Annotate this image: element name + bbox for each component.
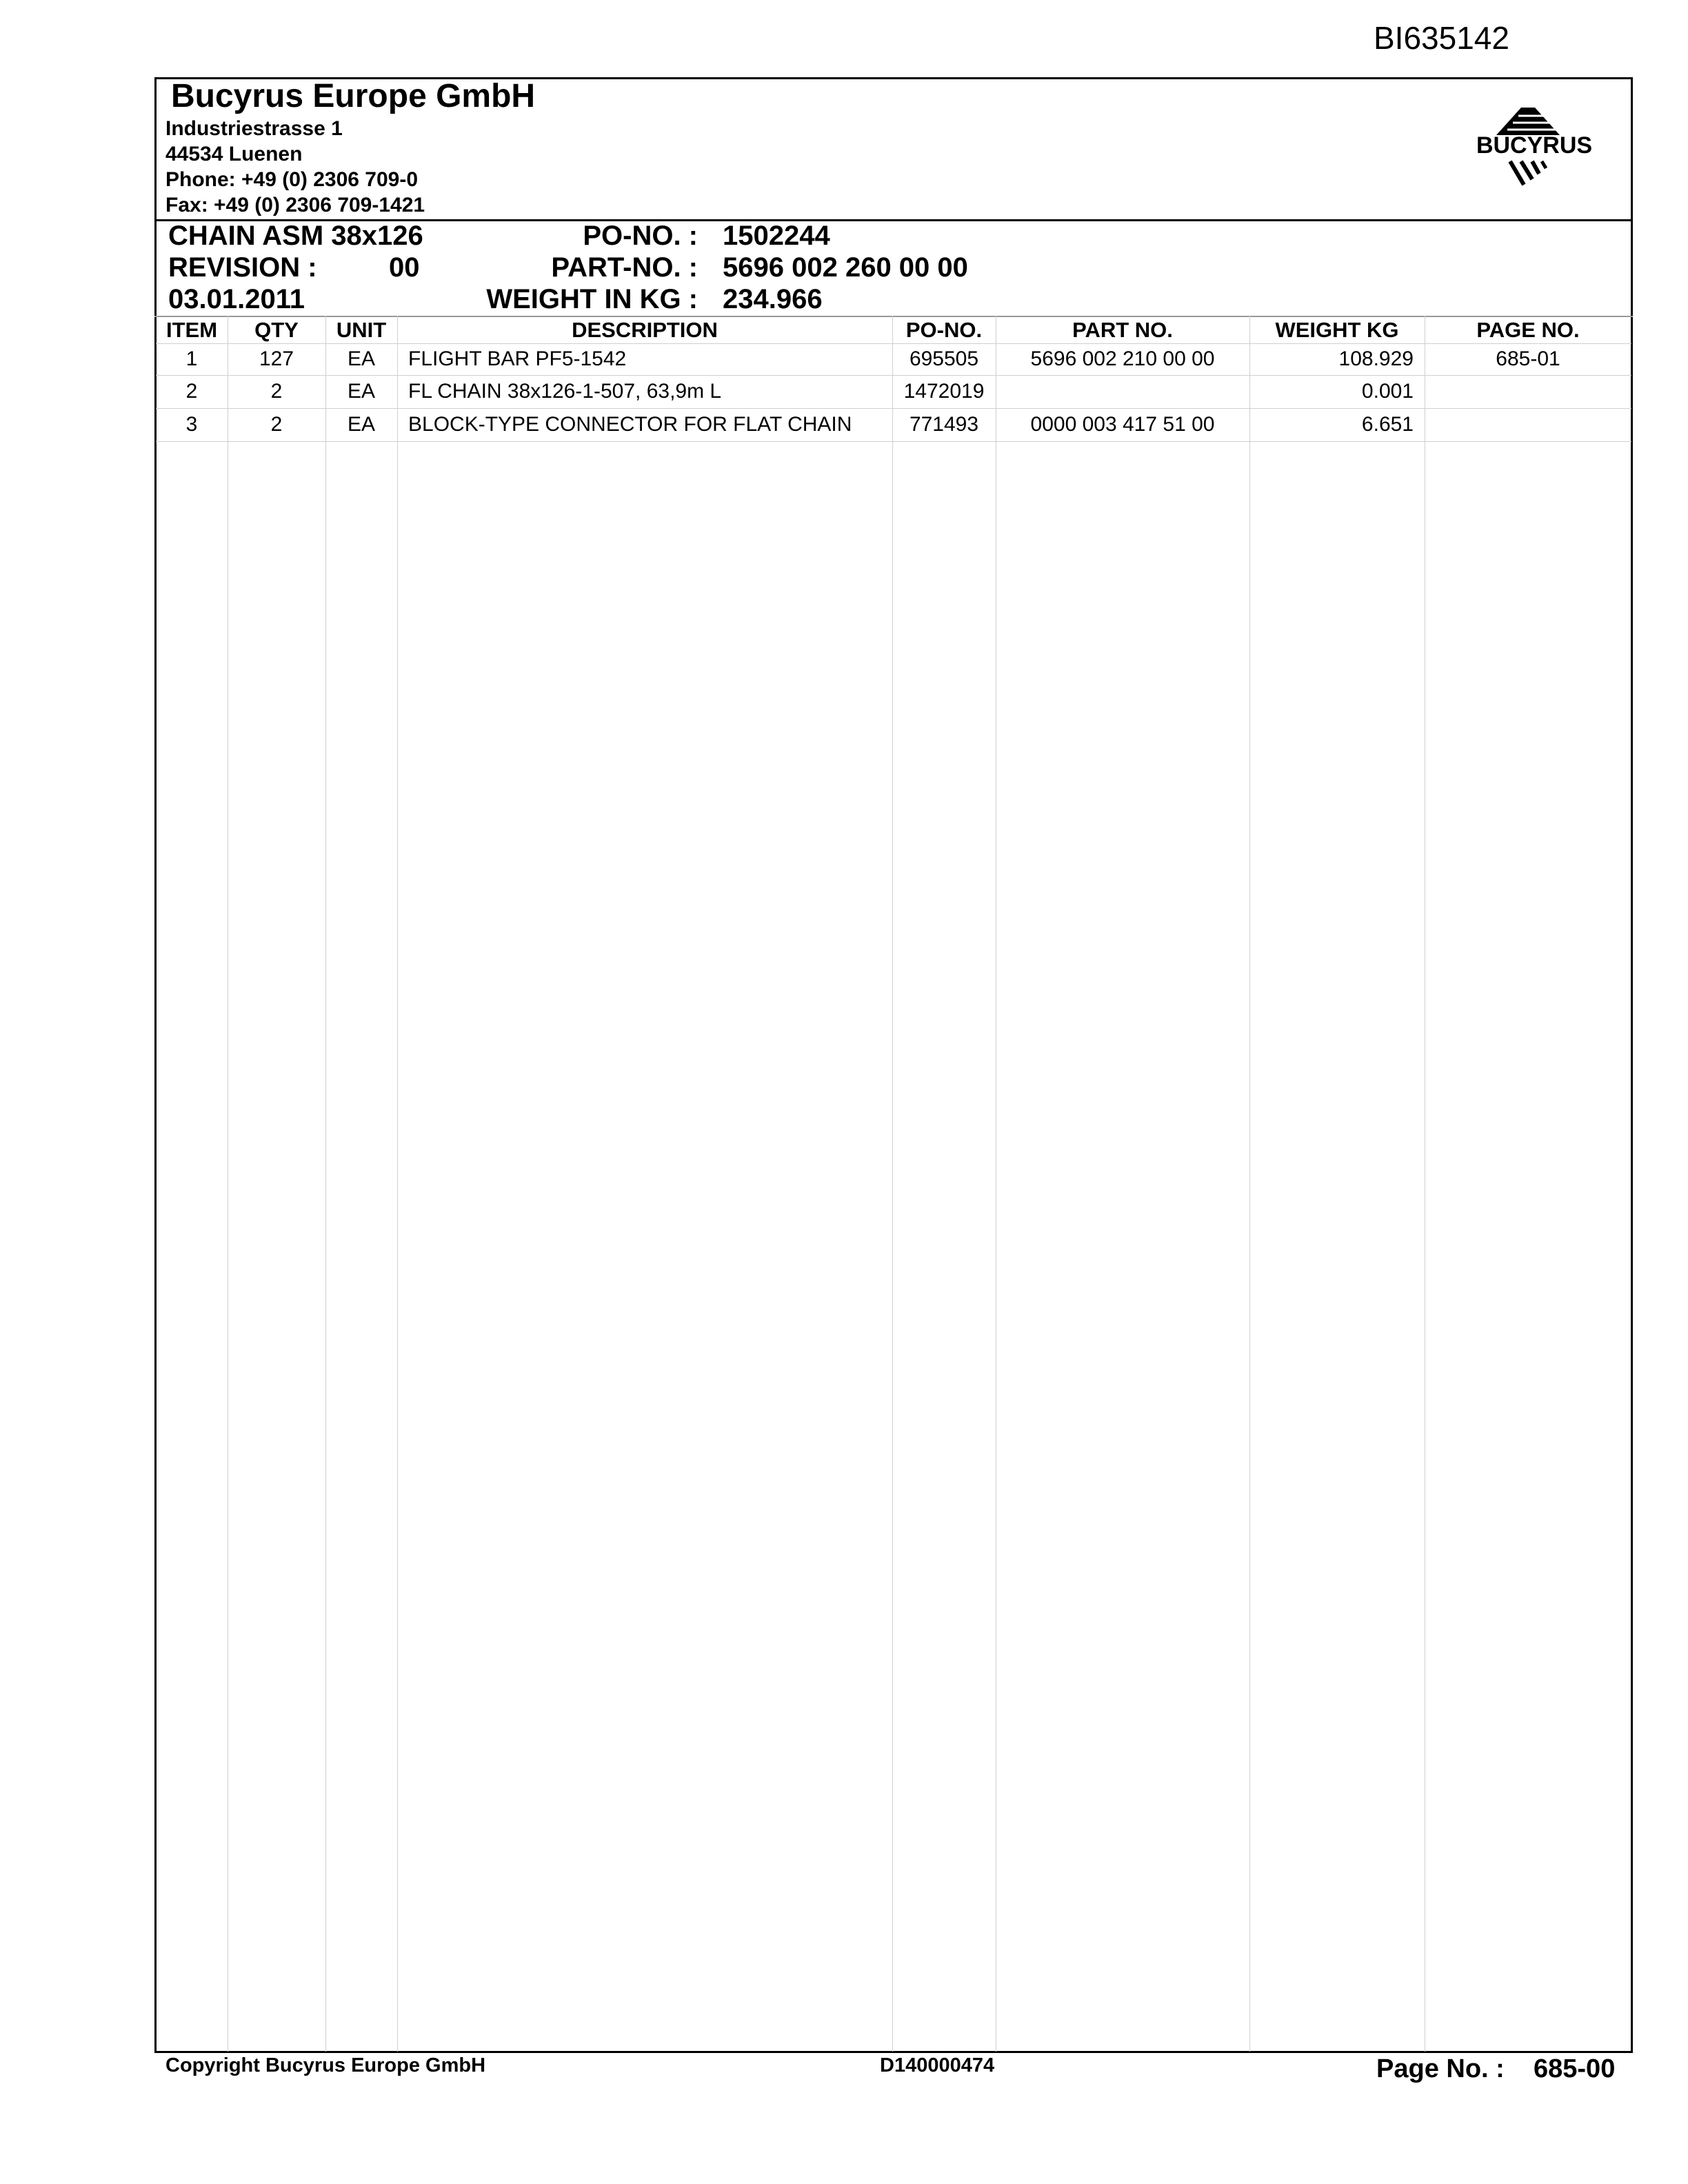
footer-copyright: Copyright Bucyrus Europe GmbH — [165, 2054, 486, 2076]
col-header-page: PAGE NO. — [1476, 318, 1580, 342]
cell-description: BLOCK-TYPE CONNECTOR FOR FLAT CHAIN — [408, 413, 852, 436]
part-value: 5696 002 260 00 00 — [723, 252, 968, 283]
revision-value: 00 — [389, 252, 420, 283]
company-phone: Phone: +49 (0) 2306 709-0 — [165, 168, 419, 191]
cell-unit: EA — [347, 380, 376, 403]
column-divider — [325, 316, 326, 2052]
company-name: Bucyrus Europe GmbH — [171, 78, 536, 114]
company-city: 44534 Luenen — [165, 143, 303, 165]
cell-qty: 127 — [259, 347, 294, 370]
cell-part — [996, 376, 1249, 407]
cell-weight: 0.001 — [1361, 380, 1414, 403]
cell-qty: 2 — [270, 380, 283, 403]
cell-po: 695505 — [909, 347, 979, 370]
bucyrus-logo — [1455, 102, 1614, 196]
cell-description: FLIGHT BAR PF5-1542 — [408, 347, 627, 370]
cell-unit: EA — [347, 347, 376, 370]
col-header-item: ITEM — [165, 318, 218, 342]
company-street: Industriestrasse 1 — [165, 117, 343, 140]
footer-page-label: Page No. : — [1376, 2054, 1505, 2083]
cell-page: 685-01 — [1496, 347, 1560, 370]
cell-description: FL CHAIN 38x126-1-507, 63,9m L — [408, 380, 722, 403]
cell-part: 5696 002 210 00 00 — [1030, 347, 1215, 370]
company-fax: Fax: +49 (0) 2306 709-1421 — [165, 194, 425, 216]
cell-item: 2 — [185, 380, 198, 403]
column-divider — [397, 316, 398, 2052]
date-value: 03.01.2011 — [168, 284, 305, 314]
cell-po: 771493 — [909, 413, 979, 436]
col-header-part: PART NO. — [1072, 318, 1173, 342]
document-id: BI635142 — [1374, 20, 1509, 56]
col-header-unit: UNIT — [336, 318, 387, 342]
po-label: PO-NO. : — [583, 221, 698, 251]
weight-label: WEIGHT IN KG : — [486, 284, 698, 314]
cell-po: 1472019 — [903, 380, 985, 403]
logo-wordmark: BUCYRUS — [1476, 132, 1593, 159]
col-header-po: PO-NO. — [905, 318, 983, 342]
po-value: 1502244 — [723, 221, 830, 251]
weight-value: 234.966 — [723, 284, 823, 314]
cell-page — [1425, 376, 1631, 407]
assembly-name: CHAIN ASM 38x126 — [168, 221, 423, 251]
cell-item: 1 — [185, 347, 198, 370]
revision-label: REVISION : — [168, 252, 317, 283]
cell-weight: 6.651 — [1361, 413, 1414, 436]
cell-qty: 2 — [270, 413, 283, 436]
row-divider — [156, 441, 1631, 442]
cell-part: 0000 003 417 51 00 — [1030, 413, 1215, 436]
column-divider — [1249, 316, 1250, 2052]
part-label: PART-NO. : — [551, 252, 698, 283]
cell-unit: EA — [347, 413, 376, 436]
footer-doc-number: D140000474 — [880, 2054, 995, 2076]
column-divider — [892, 316, 893, 2052]
col-header-description: DESCRIPTION — [572, 318, 718, 342]
cell-page — [1425, 409, 1631, 441]
footer-page-number: 685-00 — [1534, 2054, 1616, 2083]
col-header-qty: QTY — [254, 318, 299, 342]
col-header-weight: WEIGHT KG — [1275, 318, 1399, 342]
cell-item: 3 — [185, 413, 198, 436]
cell-weight: 108.929 — [1338, 347, 1414, 370]
